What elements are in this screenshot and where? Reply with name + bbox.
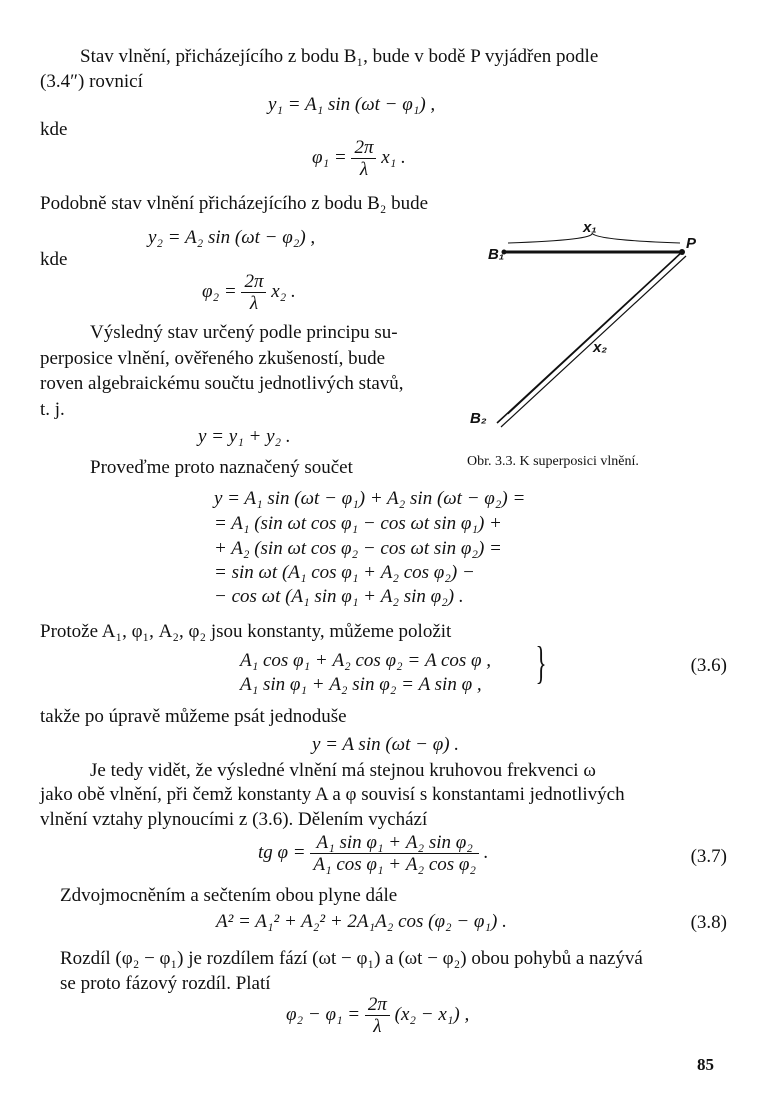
label-b1: B₁ — [488, 246, 505, 263]
fraction-numerator: 2π — [351, 138, 376, 159]
equation-3-6-line-1: A₁ cos φ₁ + A₂ cos φ₂ = A cos φ , — [240, 650, 492, 671]
equation-phi2-lhs: φ₂ = — [202, 280, 237, 302]
page-number: 85 — [697, 1055, 714, 1074]
equation-phi1-lhs: φ₁ = — [312, 146, 347, 168]
equation-sum: y = y₁ + y₂ . — [198, 426, 291, 447]
paragraph-7-line-3: vlnění vztahy plynoucími z (3.6). Dělením vychází — [40, 809, 428, 830]
expansion-line-1: y = A₁ sin (ωt − φ₁) + A₂ sin (ωt − φ₂) = — [214, 488, 526, 509]
fraction-numerator: 2π — [241, 272, 266, 293]
label-p: P — [686, 235, 697, 252]
kde-label-2: kde — [40, 249, 68, 270]
curly-brace: } — [535, 637, 547, 688]
paragraph-7-line-1: Je tedy vidět, že výsledné vlnění má stejnou kruhovou frekvenci ω — [90, 760, 596, 781]
equation-final: y = A sin (ωt − φ) . — [312, 734, 460, 755]
paragraph-9-line-2: se proto fázový rozdíl. Platí — [60, 973, 271, 994]
fraction-2pi-lambda-3 — [365, 995, 390, 1036]
paragraph-9-line-1: Rozdíl (φ₂ − φ₁) je rozdílem fází (ωt − φ₁) a (ωt − φ₂) obou pohybů a nazývá — [60, 948, 643, 969]
paragraph-5: Protože A₁, φ₁, A₂, φ₂ jsou konstanty, můžeme položit — [40, 621, 452, 642]
paragraph-1-line-1: Stav vlnění, přicházejícího z bodu B₁, bude v bodě P vyjádřen podle — [80, 46, 599, 67]
equation-last-lhs: φ₂ − φ₁ = — [286, 1003, 361, 1025]
fraction-denominator: A₁ cos φ₁ + A₂ cos φ₂ — [313, 854, 477, 875]
paragraph-4: Proveďme proto naznačený součet — [90, 457, 353, 478]
fraction-denominator: λ — [249, 293, 259, 314]
expansion-line-4: = sin ωt (A₁ cos φ₁ + A₂ cos φ₂) − — [214, 562, 475, 583]
label-x1: x₁ — [583, 219, 597, 236]
equation-last-rhs: (x₂ − x₁) , — [394, 1003, 470, 1025]
equation-3-7-lhs: tg φ = — [258, 841, 306, 863]
paragraph-7-line-2: jako obě vlnění, při čemž konstanty A a φ souvisí s konstantami jednotlivých — [40, 784, 625, 805]
fraction-denominator: λ — [373, 1016, 382, 1037]
fraction-numerator: 2π — [365, 995, 390, 1016]
expansion-line-3: + A₂ (sin ωt cos φ₂ − cos ωt sin φ₂) = — [214, 538, 502, 559]
equation-number-3-6: (3.6) — [690, 655, 727, 676]
paragraph-3-line-2: perposice vlnění, ověřeného zkušeností, bude — [40, 348, 386, 369]
equation-number-3-7: (3.7) — [690, 846, 727, 867]
equation-phi1-rhs: x₁ . — [381, 146, 406, 168]
equation-3-8: A² = A₁² + A₂² + 2A₁A₂ cos (φ₂ − φ₁) . — [216, 911, 507, 932]
fraction-tg — [310, 833, 479, 874]
equation-3-7 — [258, 833, 489, 874]
equation-3-6-line-2: A₁ sin φ₁ + A₂ sin φ₂ = A sin φ , — [240, 674, 482, 695]
kde-label-1: kde — [40, 119, 68, 140]
paragraph-3-line-1: Výsledný stav určený podle principu su- — [90, 322, 398, 343]
paragraph-1-line-2: (3.4″) rovnicí — [40, 71, 143, 92]
paragraph-3-line-3: roven algebraickému součtu jednotlivých stavů, — [40, 373, 404, 394]
expansion-line-2: = A₁ (sin ωt cos φ₁ − cos ωt sin φ₁) + — [214, 513, 502, 534]
paragraph-8: Zdvojmocněním a sečtením obou plyne dále — [60, 885, 398, 906]
label-b2: B₂ — [470, 410, 487, 427]
equation-y2: y₂ = A₂ sin (ωt − φ₂) , — [148, 227, 316, 248]
equation-3-7-rhs: . — [483, 841, 489, 863]
paragraph-3-line-4: t. j. — [40, 399, 65, 420]
equation-phi2-rhs: x₂ . — [271, 280, 296, 302]
dimension-line-x2-b — [508, 336, 592, 414]
fraction-denominator: λ — [359, 159, 369, 180]
paragraph-6: takže po úpravě můžeme psát jednoduše — [40, 706, 347, 727]
point-p — [679, 249, 685, 255]
dimension-line-x2 — [592, 258, 676, 336]
expansion-line-5: − cos ωt (A₁ sin φ₁ + A₂ sin φ₂) . — [214, 586, 464, 607]
label-x2: x₂ — [593, 339, 608, 356]
equation-y1: y₁ = A₁ sin (ωt − φ₁) , — [268, 94, 436, 115]
equation-number-3-8: (3.8) — [690, 912, 727, 933]
fraction-numerator: A₁ sin φ₁ + A₂ sin φ₂ — [310, 833, 479, 854]
equation-last — [286, 995, 469, 1036]
paragraph-2: Podobně stav vlnění přicházejícího z bodu B₂ bude — [40, 193, 429, 214]
figure-caption: Obr. 3.3. K superposici vlnění. — [467, 454, 639, 469]
